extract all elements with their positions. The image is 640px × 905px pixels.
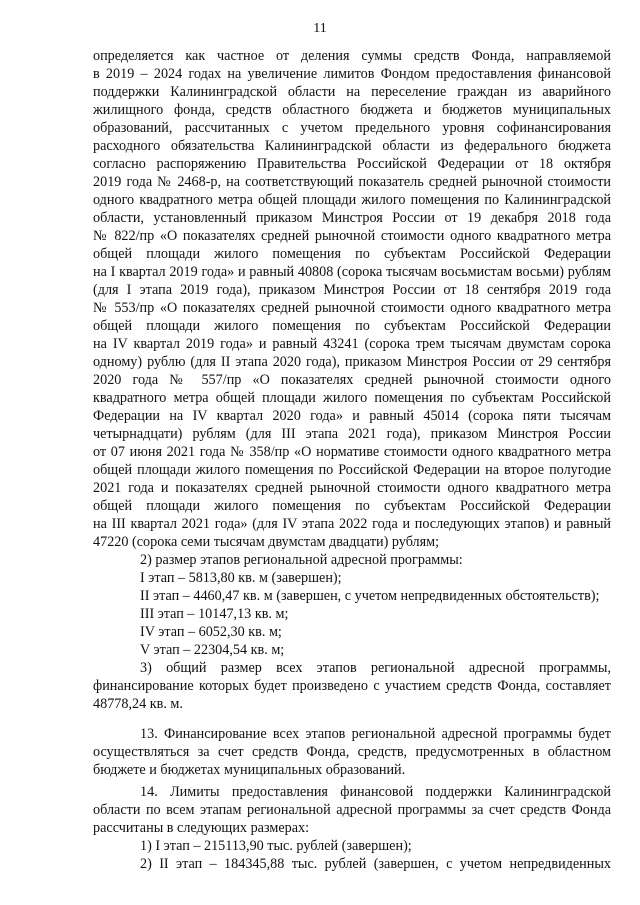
document-line: 2) размер этапов региональной адресной программы: [140,552,463,568]
document-line: согласно распоряжению Правительства Российской Федерации от 18 октября [93,156,611,172]
document-line: общей площади жилого помещения по субъектам Российской Федерации [93,498,611,514]
document-line: расходного обязательства Калининградской области из федерального бюджета [93,138,611,154]
document-line: рассчитаны в следующих размерах: [93,820,310,836]
document-line: одному) рублю (для II этапа 2020 года), приказом Минстроя России от 29 сентября [93,354,611,370]
document-line: поддержки Калининградской области на переселение граждан из аварийного [93,84,611,100]
document-line: области по всем этапам региональной адресной программы за счет средств Фонда [93,802,611,818]
document-line: 14. Лимиты предоставления финансовой поддержки Калининградской [140,784,611,800]
document-line: II этап – 4460,47 кв. м (завершен, с учетом непредвиденных обстоятельств); [140,588,600,604]
document-line: 1) I этап – 215113,90 тыс. рублей (завершен); [140,838,412,854]
document-line: IV этап – 6052,30 кв. м; [140,624,282,640]
document-line: 2020 года № 557/пр «О показателях средней рыночной стоимости одного [93,372,611,388]
document-line: V этап – 22304,54 кв. м; [140,642,285,658]
document-line: 3) общий размер всех этапов региональной адресной программы, [140,660,611,676]
document-line: 47220 (сорока семи тысячам двумстам двадцати) рублям; [93,534,440,550]
document-line: на I квартал 2019 года» и равный 40808 (сорока тысячам восьмистам восьми) рублям [93,264,611,280]
document-line: финансирование которых будет произведено с участием средств Фонда, составляет [93,678,611,694]
page-number: 11 [313,21,327,36]
document-line: образований, рассчитанных с учетом предельного уровня софинансирования [93,120,611,136]
document-line: осуществляться за счет средств Фонда, средств, предусмотренных в областном [93,744,611,760]
document-line: одного квадратного метра общей площади жилого помещения по Калининградской [93,192,611,208]
document-line: бюджете и бюджетах муниципальных образований. [93,762,406,778]
document-line: квадратного метра общей площади жилого помещения по субъектам Российской [93,390,611,406]
document-line: № 553/пр «О показателях средней рыночной стоимости одного квадратного метра [93,300,611,316]
document-line: общей площади жилого помещения по субъектам Российской Федерации [93,246,611,262]
document-line: 2021 года и показателях средней рыночной стоимости одного квадратного метра [93,480,611,496]
document-line: (для I этапа 2019 года), приказом Минстроя России от 18 сентября 2019 года [93,282,611,298]
document-body [93,47,611,873]
document-line: на III квартал 2021 года» (для IV этапа 2022 года и последующих этапов) и равный [93,516,611,532]
document-line: I этап – 5813,80 кв. м (завершен); [140,570,342,586]
document-line: 48778,24 кв. м. [93,696,183,712]
document-line: области, установленный приказом Минстроя России от 19 декабря 2018 года [93,210,611,226]
document-line: определяется как частное от деления суммы средств Фонда, направляемой [93,48,611,64]
document-line: от 07 июня 2021 года № 358/пр «О нормативе стоимости одного квадратного метра [93,444,611,460]
document-line: 2) II этап – 184345,88 тыс. рублей (завершен, с учетом непредвиденных [140,856,611,872]
document-line: 2019 года № 2468-р, на соответствующий показатель средней рыночной стоимости [93,174,611,190]
document-line: жилищного фонда, средств областного бюджета и бюджетов муниципальных [93,102,611,118]
document-line: III этап – 10147,13 кв. м; [140,606,289,622]
document-line: 13. Финансирование всех этапов региональной адресной программы будет [140,726,611,742]
document-line: в 2019 – 2024 годах на увеличение лимитов Фондом предоставления финансовой [93,66,611,82]
document-line: на IV квартал 2019 года» и равный 43241 (сорока трем тысячам двумстам сорока [93,336,611,352]
paragraph-gap [93,713,611,725]
document-line: общей площади жилого помещения по Российской Федерации на второе полугодие [93,462,611,478]
document-line: № 822/пр «О показателях средней рыночной стоимости одного квадратного метра [93,228,611,244]
document-line: четырнадцати) рублям (для III этапа 2021 года), приказом Минстроя России [93,426,611,442]
document-line: Федерации на IV квартал 2020 года» и равный 45014 (сорока пяти тысячам [93,408,611,424]
document-line: общей площади жилого помещения по субъектам Российской Федерации [93,318,611,334]
